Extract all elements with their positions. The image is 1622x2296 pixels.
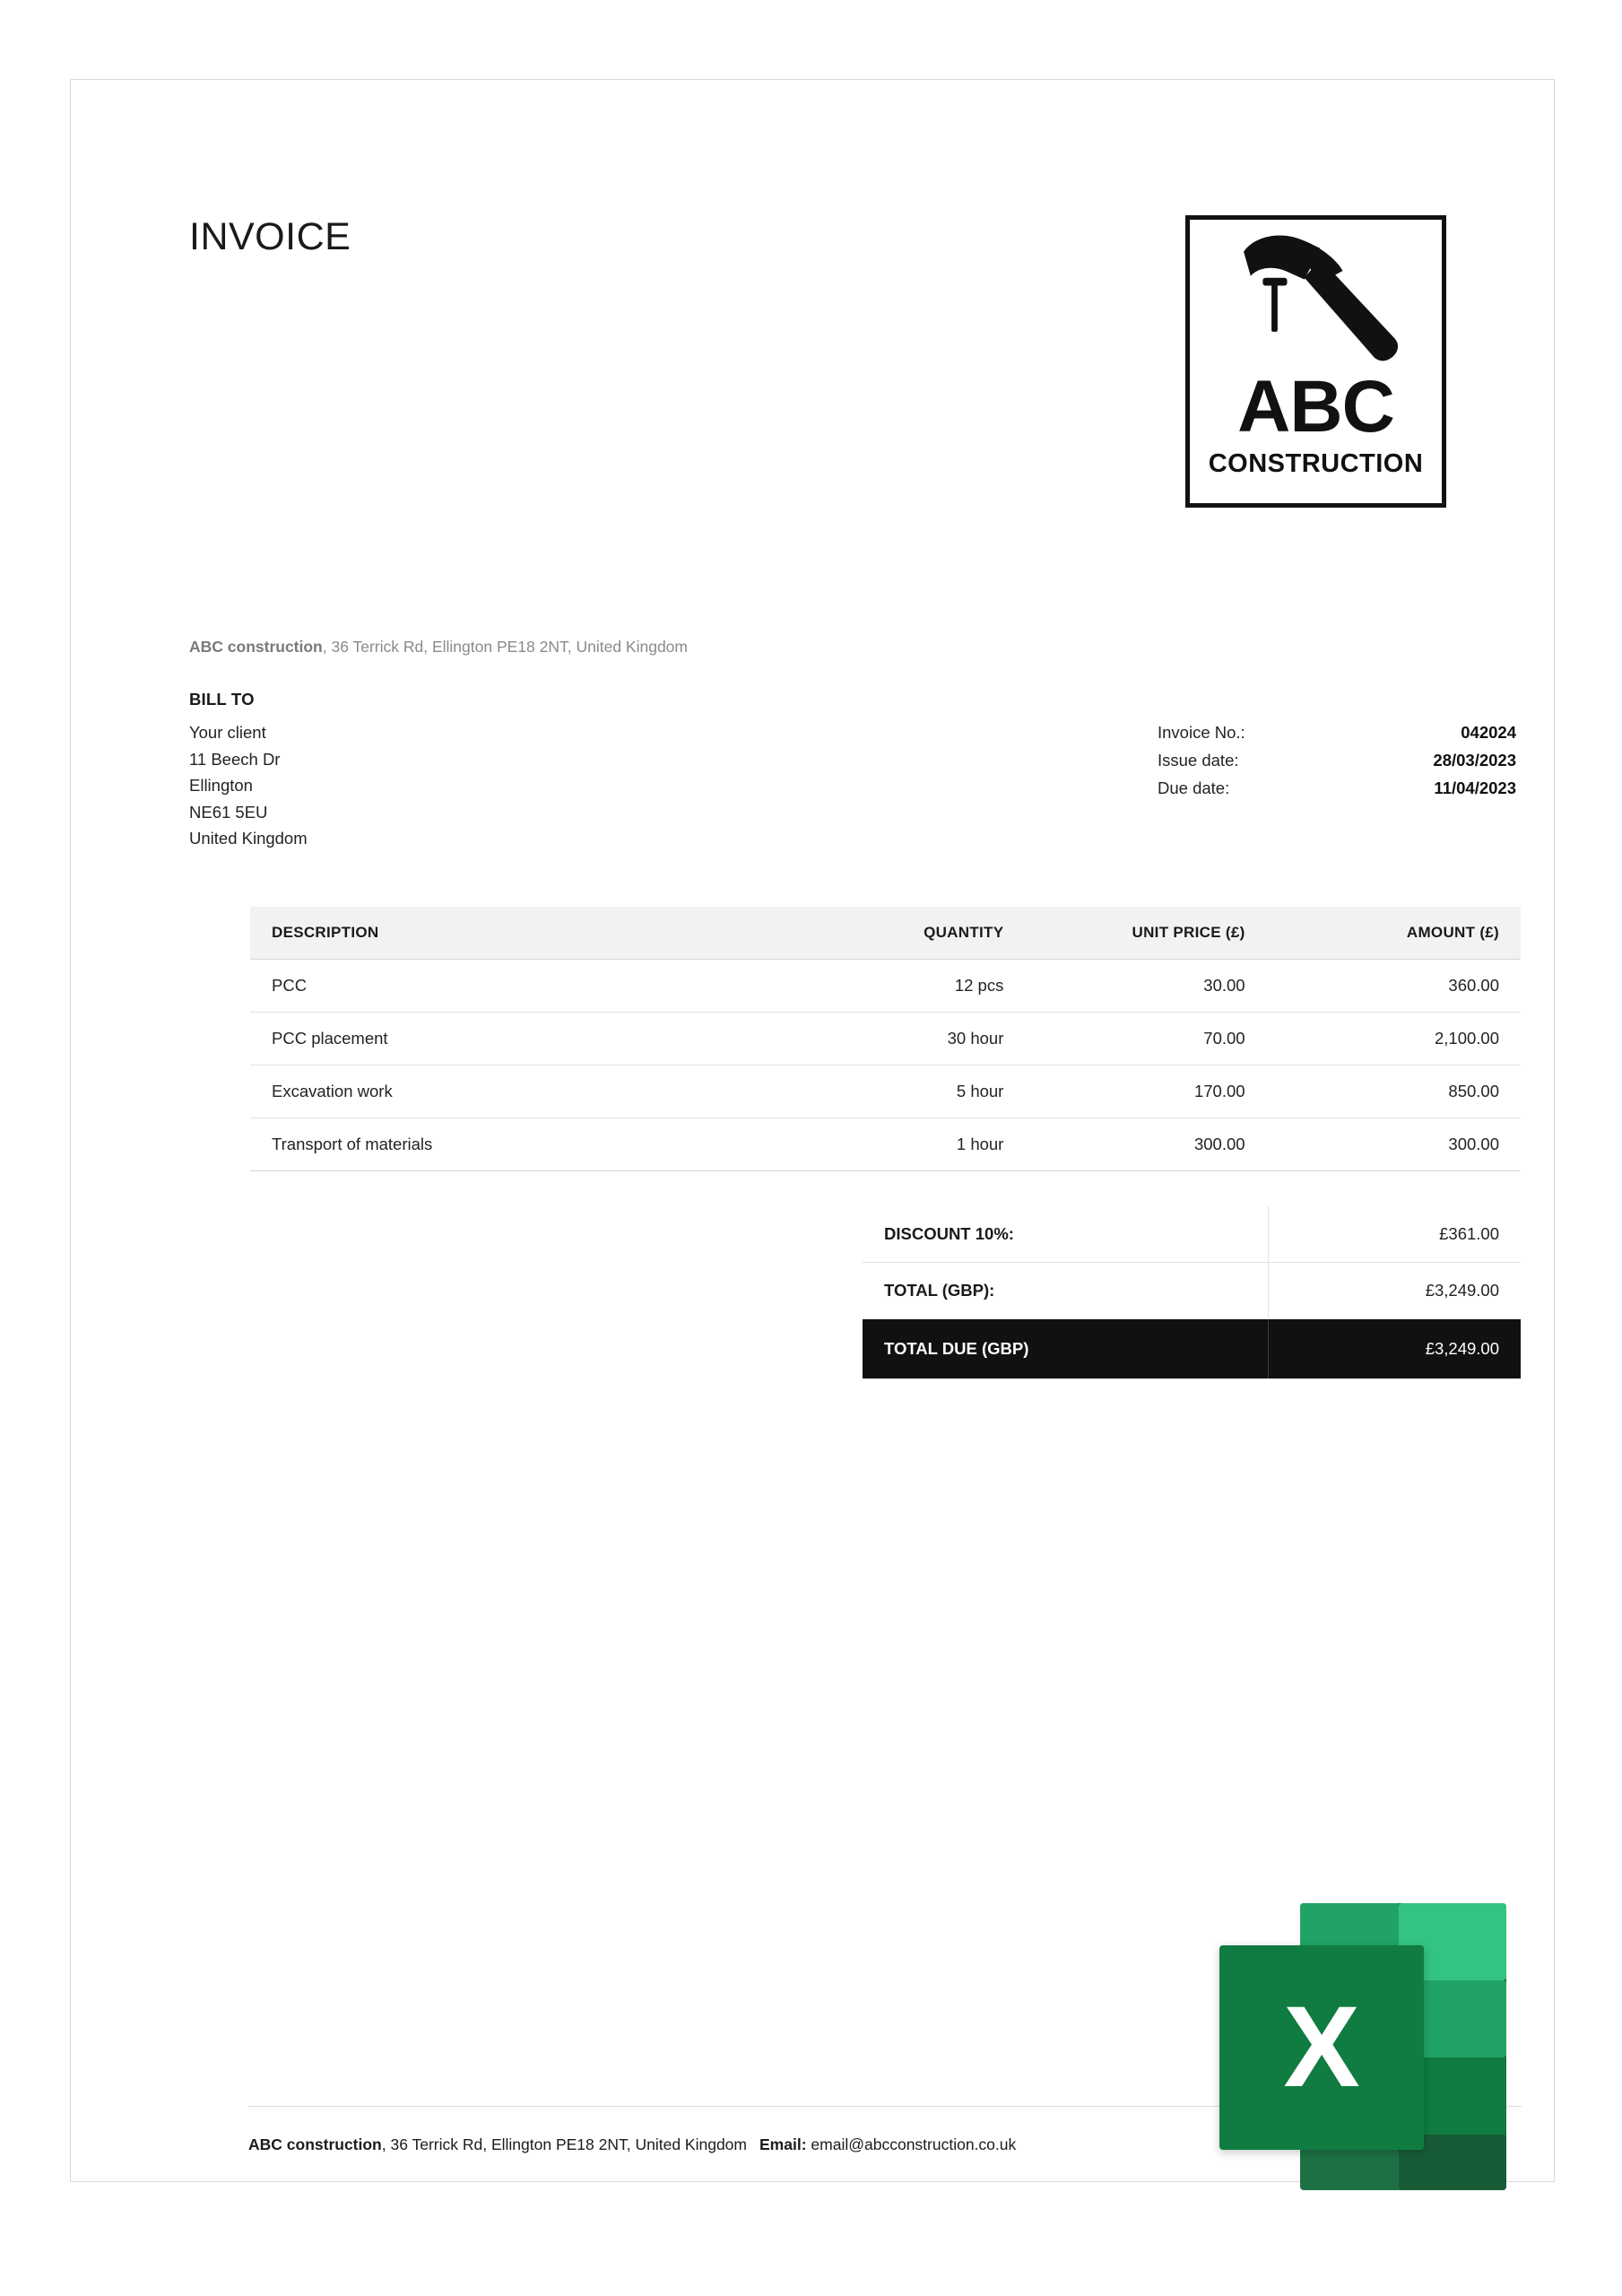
header-description: DESCRIPTION (250, 907, 784, 960)
logo-subtitle: CONSTRUCTION (1208, 449, 1424, 478)
cell-amount: 300.00 (1267, 1118, 1521, 1171)
totals-row-total (863, 1263, 1521, 1319)
cell-quantity: 1 hour (784, 1118, 1025, 1171)
bill-to-line: United Kingdom (189, 829, 308, 848)
invoice-page (70, 79, 1555, 2182)
meta-value: 28/03/2023 (1433, 751, 1516, 770)
footer-company: ABC construction (248, 2135, 382, 2153)
page-title: INVOICE (189, 215, 351, 258)
cell-description: PCC (250, 960, 784, 1013)
header-unit-price: UNIT PRICE (£) (1025, 907, 1266, 960)
totals-body (863, 1206, 1521, 1378)
cell-amount: 850.00 (1267, 1065, 1521, 1118)
seller-address-line (189, 638, 688, 657)
footer (248, 2135, 1016, 2154)
totals-value: £361.00 (1268, 1206, 1521, 1263)
cell-unit-price: 70.00 (1025, 1013, 1266, 1065)
bill-to-line: Your client (189, 723, 266, 742)
table-header (250, 907, 1521, 960)
header-quantity: QUANTITY (784, 907, 1025, 960)
meta-row-issue-date (1158, 746, 1516, 774)
totals-label: DISCOUNT 10%: (863, 1206, 1268, 1263)
cell-unit-price: 30.00 (1025, 960, 1266, 1013)
table-body (250, 960, 1521, 1171)
table-row (250, 1118, 1521, 1171)
totals-row-discount (863, 1206, 1521, 1263)
footer-email[interactable]: email@abcconstruction.co.uk (811, 2135, 1017, 2153)
cell-description: PCC placement (250, 1013, 784, 1065)
seller-address: , 36 Terrick Rd, Ellington PE18 2NT, United Kingdom (322, 638, 688, 656)
seller-name: ABC construction (189, 638, 323, 656)
header-amount: AMOUNT (£) (1267, 907, 1521, 960)
meta-value: 042024 (1461, 723, 1516, 742)
footer-email-label: Email: (759, 2135, 807, 2153)
totals-value: £3,249.00 (1268, 1263, 1521, 1319)
bill-to-address (189, 719, 308, 852)
cell-quantity: 5 hour (784, 1065, 1025, 1118)
totals-row-total-due (863, 1319, 1521, 1379)
line-items-table (250, 907, 1521, 1171)
table-row (250, 1013, 1521, 1065)
meta-row-invoice-no (1158, 718, 1516, 746)
bill-to-line: NE61 5EU (189, 802, 268, 822)
footer-address: , 36 Terrick Rd, Ellington PE18 2NT, United Kingdom (381, 2135, 747, 2153)
excel-x-letter: X (1283, 1983, 1360, 2111)
meta-key: Invoice No.: (1158, 723, 1245, 742)
table-row (250, 1065, 1521, 1118)
invoice-meta (1158, 718, 1516, 802)
cell-description: Transport of materials (250, 1118, 784, 1171)
meta-value: 11/04/2023 (1434, 778, 1516, 797)
cell-quantity: 30 hour (784, 1013, 1025, 1065)
bill-to-line: Ellington (189, 776, 253, 795)
company-logo (1185, 215, 1446, 508)
logo-name: ABC (1237, 366, 1394, 448)
hammer-icon (1190, 227, 1442, 370)
meta-row-due-date (1158, 774, 1516, 802)
total-due-value: £3,249.00 (1268, 1319, 1521, 1379)
table-row (250, 960, 1521, 1013)
meta-key: Due date: (1158, 778, 1230, 797)
cell-unit-price: 300.00 (1025, 1118, 1266, 1171)
cell-amount: 360.00 (1267, 960, 1521, 1013)
cell-unit-price: 170.00 (1025, 1065, 1266, 1118)
totals-table (863, 1206, 1521, 1378)
excel-file-icon (1219, 1903, 1506, 2190)
total-due-label: TOTAL DUE (GBP) (863, 1319, 1268, 1379)
bill-to-label: BILL TO (189, 690, 255, 709)
bill-to-line: 11 Beech Dr (189, 749, 281, 769)
table-header-row (250, 907, 1521, 960)
meta-key: Issue date: (1158, 751, 1239, 770)
cell-quantity: 12 pcs (784, 960, 1025, 1013)
totals-label: TOTAL (GBP): (863, 1263, 1268, 1319)
cell-description: Excavation work (250, 1065, 784, 1118)
cell-amount: 2,100.00 (1267, 1013, 1521, 1065)
